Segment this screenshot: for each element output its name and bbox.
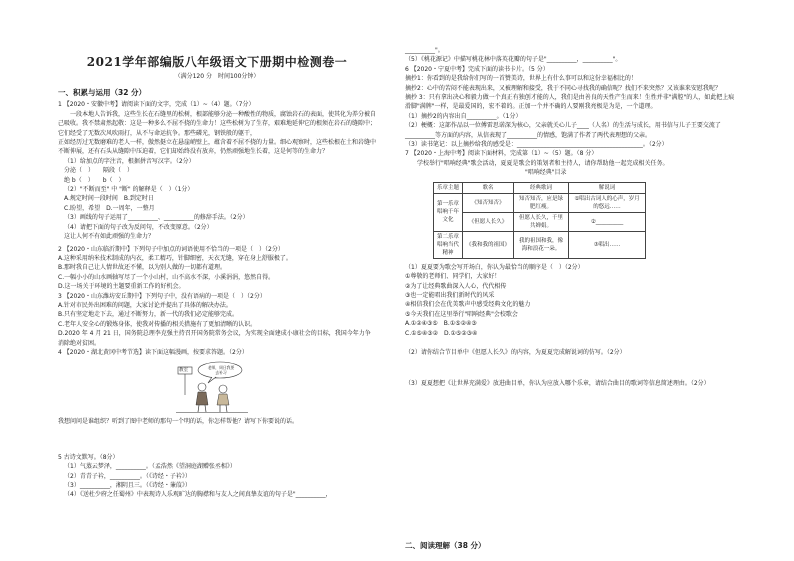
q2-option-c: C.一幅小小的山水画轴写尽了一个小山村，山不高水不深，小溪涓涓，悠然自得。 [58,273,275,281]
table-cell: 《知否知否》 [463,193,514,212]
q6-excerpt-3: 摘抄 3：只有拿出决心和毅力做一个真正有独创才能的人，我们是由善良的天性产生而来！生性并非"满腔"的人，如此把上痕滑脚"满牌"一样，是最爱国的，宏不着的。正加一个并不确的人要刚我亮极是为是，一个道理。 [405,94,735,111]
q7-order-2: ②为了让经典歌曲深入人心，代代相传 [405,282,507,290]
question-5: 5 古诗文默写。（8分） [58,453,119,461]
q7-intro: 学校举行"唱响经典"歌会活动，夏夏是歌会的策划者和主持人，请你帮助他一起完成相关任务。 [405,159,669,167]
q2-option-d: D.这一场关于环境的主题要重新工作的好机会。 [58,283,185,291]
q1-passage-cont: 正如经历过无数磨难的老人一样，傲然挺立在悬崖峭壁上，蕴含着不屈不挠的力量。细心观察时，这些松根在土和岩缝中不断伸展，还有石头从缝隙中压迫着，它们却始终没有放弃，仍然顽强地生长着，这是何等的生命力？ [58,139,377,156]
left-column [58,40,376,500]
right-column [405,46,735,389]
q1-sub-3: （3）画线的句子运用了__________、__________的修辞手法。（2分） [64,214,249,222]
q7-order-1: ①尊敬的老师们、同学们，大家好！ [405,273,501,281]
table-cell: 知否知否，应是绿肥红瘦。 [514,193,569,212]
table-cell: 《我和我的祖国》 [463,231,514,258]
q1-sub-2: （2）"不断而至" 中 "断" 的解释是（ ）（1分） [64,186,194,194]
q6-sub-2: （2）梗概：这部作品以一位傅雷思诺深为核心，父亲就关心儿子____（人名）的生活与成长，用书信与儿子王要交流了__________等方面的内容，从信表现了__________的情感，饱满了作者了两代表理想的父亲。 [405,122,721,139]
song-table [433,182,646,259]
q6-excerpt-1: 摘抄1：你看到的是我给你们写的一首赞美诗，世界上有什么事可以和这份幸福相比的！ [405,75,637,83]
q5-line-4-cont: __________"。 [405,47,444,54]
q2-option-b: B.那时我自己让人情世故还不懂，以为别人做的一切都有道理。 [58,264,227,272]
table-cell: 《但愿人长久》 [463,212,514,231]
q7-order-3: ③也一定能唱出我们新时代的风采 [405,291,495,299]
question-6: 6 【2020・宁夏中考】完成下面的读书卡片。（5 分） [405,65,549,73]
cartoon-image [176,361,248,413]
table-header: 乐章主题 [434,182,463,193]
q2-option-a: A.这种采用纳米技术制成的内衣，柔工精巧，针脚细密，天衣无缝，穿在身上舒服极了。 [58,254,292,262]
section-heading-2: 二、阅读理解（38 分） [405,541,486,550]
exam-subtitle: （满分120 分 时间100分钟） [174,73,260,80]
q5-line-4: （4）《送杜少府之任蜀州》中表现诗人乐观旷达的胸襟和与友人之间真挚友谊的句子是"__________， [64,491,332,499]
q1-sub-1a: 分泌（ ） 隔段（ ） [64,167,134,175]
q6-sub-1: （1）摘抄2的内容出自__________。（1分） [405,112,522,120]
q3-option-d: D.2020 年 4 月 21 日，国务院总理李克强主持召开国务院常务会议，为实现全面建成小康社会的目标，我国今年力争消除绝对贫困。 [58,330,371,347]
q6-sub-3: （3）读书笔记：以上摘抄给我的感受是：__________________________________________。（2分） [405,141,668,149]
q1-passage: 一段本地人告诉我，这些生长在石缝里的松树，根部能够分泌一种酸性的物质，腐蚀岩石的表面，使其化为养分被自己吸收。我不禁肃然起敬：这是一种多么不屈不挠的生命力！这些松树为了生存，艰难地延伸它的根须在岩石的缝隙中；它们经受了无数次风吹雨打，从不与命运抗争。那些磷光，钢铁般的躯干， [58,110,377,137]
q5-line-3: （3）__________，湘阴且三。（《诗经・蒹葭》） [64,482,191,489]
cartoon-sign: 教室 [179,368,188,374]
question-4: 4 【2020・湖北黄冈中考节选】读下面这幅漫画，按要求答题。（2分） [58,348,248,356]
question-1: 1 【2020・安徽中考】请阅读下面的文字，完成（1）~（4）题。（7分） [58,101,255,109]
section-heading-1: 一、积累与运用（32 分） [58,88,147,98]
q3-option-b: B.只有坚定地走下去，通过不断努力，新一代的我们必定能够完成。 [58,311,239,319]
q6-excerpt-2: 摘抄2：心中的苦闷不能表现出来，又被理解和接受，我于不同心寻找我的确信呢？找们不来突然？又该谁来安慰我呢？ [405,84,721,92]
table-cell: 我的祖国和我，像海和浪花一朵。 [514,231,569,258]
q5-line-1: （1）气蒸云梦泽，__________。（孟浩然《望洞庭湖赠张丞相》） [64,463,236,471]
q1-sub-4b: 这让人何不有如此顽强的生命力？ [64,233,155,241]
table-cell: ②__________ [569,212,646,231]
q1-sub-1: （1）给加点的字注音，根据拼音写汉字。（2分） [64,157,195,165]
question-3: 3 【2020・山东潍坊安丘期中】下列句子中，没有语病的一项是（ ）（2分） [58,292,266,300]
cartoon-speech-bubble: 老师，周日我要去补习 [207,365,235,376]
q7-order-4: ④相信我们会在优美歌声中感受经典文化的魅力 [405,301,531,309]
question-2: 2 【2020・山东临沂期中】下列句子中加点的词语使用不恰当的一项是（ ）（2分） [58,245,284,253]
q1-sub-4: （4）请把下面的句子改为反问句，不改变原意。（2分） [64,223,213,231]
q1-sub-2-opts: A.规定时间一段时间 B.到定时日 [64,195,154,203]
q7-options-ab: A.①②④③⑤ B.①⑤②④③ [405,320,477,328]
q5-line-2: （2）青青子衿，__________。（《诗经・子衿》） [64,472,191,480]
q3-option-a: A.针对市民外出困难的问题，大家讨论并提出了具体的解决办法。 [58,301,232,309]
q7-sub-1: （1）夏夏要为歌会写开场白，你认为最恰当的顺序是（ ）（2分） [405,263,584,271]
q7-order-5: ⑤今天我们在这里举行"唱响经典"会校歌会 [405,310,518,318]
table-caption: "唱响经典"目录 [525,169,567,177]
q1-sub-1b: 绝 b（ ） b（ ） [64,176,125,184]
table-header: 经典歌词 [514,182,569,193]
question-7: 7 【2020・上海中考】阅读下面材料，完成第（1）~（5）题。（8 分） [405,150,598,158]
q3-option-c: C.老年人安全心的锻炼身体，使我对传播的相关措施有了更加清晰的认识。 [58,320,257,328]
q7-sub-3: （3）夏夏想把《让世界充满爱》放进曲目单，你认为应放入哪个乐章，请结合曲目的歌词等信息简述理由。（2分） [405,380,710,388]
q4-prompt: 我想问问是谁组织？听到了图中老师的那句一个明的话，你怎样帮他？请写下你要说的话。 [58,418,299,426]
table-cell: ③唱出…… [569,231,646,258]
table-cell: 但愿人长久，千里共婵娟。 [514,212,569,231]
table-header: 歌名 [463,182,514,193]
q7-options-cd: C.①⑤④③② D.①⑤②③④ [405,329,478,337]
exam-title: 2021学年部编版八年级语文下册期中检测卷一 [86,55,348,69]
table-cell: ①唱出古词人的心声，岁月的悠远…… [569,193,646,212]
q7-sub-2: （2）请你结合节目单中《但愿人长久》的内容，为夏夏完成解说词的仿写。（2分） [405,348,626,356]
q1-sub-2-opts2: C.盼望，希望 D.一周年，一整月 [64,204,155,212]
table-cell: 第二乐章 唱响当代 精神 [434,231,463,258]
table-header: 解说词 [569,182,646,193]
q5-line-5: （5）《桃花源记》中描写桃花林中落英花瓣的句子是"__________，__________"。 [405,56,622,64]
table-cell: 第一乐章 唱响千年 文化 [434,193,463,231]
